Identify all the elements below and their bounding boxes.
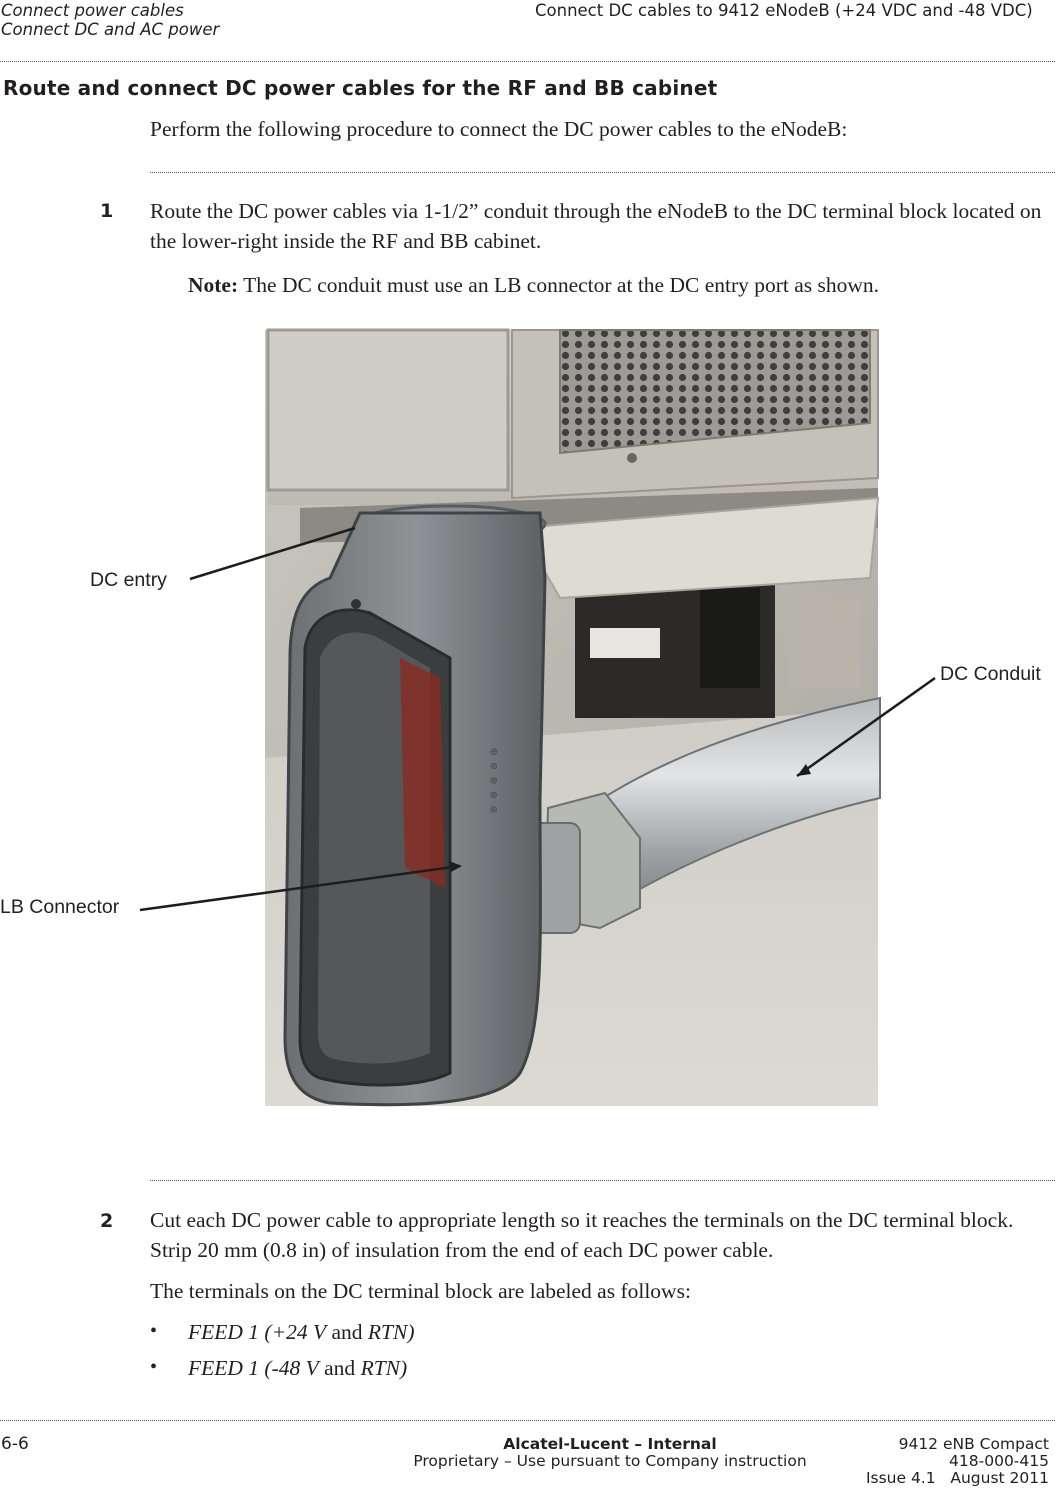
classification: Alcatel-Lucent – Internal — [503, 1435, 717, 1453]
header-left-line2: Connect DC and AC power — [1, 20, 220, 39]
terminal-label-list-item: FEED 1 (+24 V and RTN) — [188, 1320, 415, 1344]
step-2-number: 2 — [100, 1210, 114, 1232]
figure-photo — [0, 328, 1055, 1110]
section-title: Route and connect DC power cables for the RF and BB cabinet — [3, 76, 718, 100]
bullet-marker: • — [150, 1320, 158, 1342]
step-divider — [150, 172, 1055, 173]
note-label: Note: — [188, 273, 239, 297]
page-number: 6-6 — [1, 1434, 29, 1454]
proprietary-notice: Proprietary – Use pursuant to Company instruction — [413, 1452, 807, 1470]
step-2-text: Cut each DC power cable to appropriate length so it reaches the terminals on the DC terminal block. Strip 20 mm (0.8 in) of insulation from the end of each DC power cable. — [150, 1208, 1014, 1262]
footer-divider — [0, 1420, 1055, 1421]
header-breadcrumb — [1, 1, 219, 39]
step-1-note — [188, 270, 1048, 300]
bullet-marker: • — [150, 1356, 158, 1378]
header-divider — [0, 61, 1055, 62]
header-left-line1: Connect power cables — [1, 1, 184, 20]
document-number: 418-000-415 — [949, 1452, 1049, 1470]
terminal-label-list-item: FEED 1 (-48 V and RTN) — [188, 1356, 408, 1380]
step-divider — [150, 1180, 1055, 1181]
footer-center — [360, 1436, 860, 1470]
callout-lb-connector: LB Connector — [0, 896, 120, 918]
issue-date: Issue 4.1 August 2011 — [865, 1469, 1049, 1487]
callout-dc-conduit: DC Conduit — [940, 663, 1041, 685]
footer-right — [866, 1436, 1049, 1487]
callout-dc-entry: DC entry — [90, 569, 167, 591]
step-1-number: 1 — [100, 200, 114, 222]
step-1-text: Route the DC power cables via 1-1/2” conduit through the eNodeB to the DC terminal block located on the lower-right inside the RF and BB cabinet. — [150, 199, 1042, 253]
svg-text:⊕ ⊕ ⊕ ⊕ ⊕: ⊕ ⊕ ⊕ ⊕ ⊕ — [487, 748, 501, 814]
note-text: The DC conduit must use an LB connector at the DC entry port as shown. — [243, 273, 880, 297]
header-right-title: Connect DC cables to 9412 eNodeB (+24 VDC and -48 VDC) — [535, 1, 1033, 20]
step-2-followup: The terminals on the DC terminal block are labeled as follows: — [150, 1279, 691, 1303]
product-name: 9412 eNB Compact — [898, 1435, 1049, 1453]
figure — [0, 328, 1055, 1110]
intro-text: Perform the following procedure to connect the DC power cables to the eNodeB: — [150, 117, 848, 141]
